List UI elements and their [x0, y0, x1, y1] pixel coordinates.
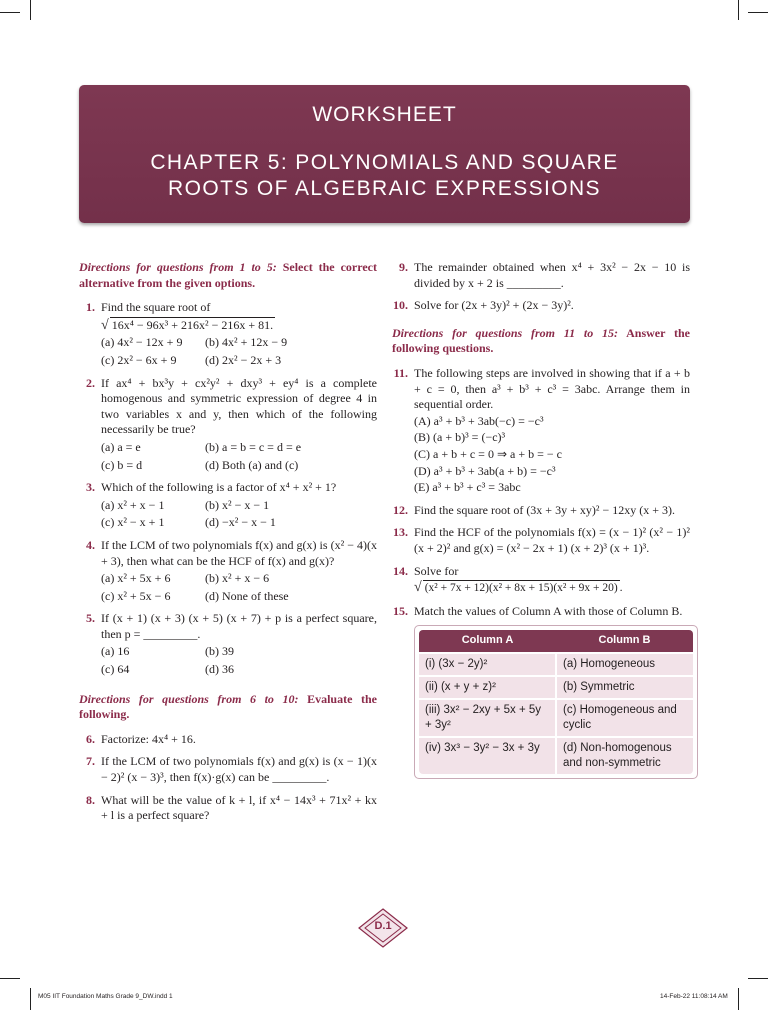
options: [101, 644, 377, 677]
question-3: [79, 480, 377, 531]
directions-label: Directions for questions from 6 to 10:: [79, 691, 299, 706]
question-text: The remainder obtained when x⁴ + 3x² − 2x − 10 is divided by x + 2 is _________.: [414, 260, 690, 290]
right-column: [392, 260, 690, 779]
option-d: (d) None of these: [205, 588, 289, 603]
question-text: If ax⁴ + bx³y + cx²y² + dxy³ + ey⁴ is a complete homogenous and symmetric expression of degree 4 in two variables x and y, then which of the following necessarily be true?: [101, 375, 377, 437]
crop-mark: [748, 12, 768, 13]
question-number: 8.: [86, 792, 95, 807]
directions-text: Evaluate the following.: [79, 691, 377, 722]
question-text: Find the square root of: [101, 300, 211, 315]
step-a: (A) a³ + b³ + 3ab(−c) = −c³: [414, 413, 544, 428]
footer-timestamp: 14-Feb-22 11:08:14 AM: [660, 993, 728, 1000]
directions-label: Directions for questions from 1 to 5:: [79, 260, 277, 274]
question-text: Which of the following is a factor of x⁴ + x² + 1?: [101, 480, 337, 495]
column-b-cell: (a) Homogeneous: [556, 653, 693, 676]
match-table: [419, 630, 693, 774]
options: [101, 498, 377, 531]
question-text: If (x + 1) (x + 3) (x + 5) (x + 7) + p is a perfect square, then p = _________.: [101, 611, 377, 641]
options: [101, 335, 377, 368]
left-column: [79, 260, 377, 831]
sqrt-symbol: √: [414, 580, 422, 596]
column-a-cell: (iv) 3x³ − 3y² − 3x + 3y: [419, 737, 556, 774]
directions-6-10: [79, 692, 377, 723]
question-number: 11.: [393, 365, 408, 380]
question-text: Match the values of Column A with those of Column B.: [414, 603, 683, 618]
crop-mark: [748, 978, 768, 979]
chapter-title-line2: ROOTS OF ALGEBRAIC EXPRESSIONS: [168, 177, 601, 200]
column-a-header: Column A: [419, 630, 556, 653]
option-a: (a) x² + x − 1: [101, 497, 165, 512]
match-table-frame: [414, 625, 698, 779]
question-text: Find the HCF of the polynomials f(x) = (x − 1)² (x² − 1)² (x + 2)² and g(x) = (x² − 2x + 1) (x + 2)³ (x + 1)³.: [414, 525, 690, 555]
table-row: [419, 699, 693, 737]
punctuation: .: [619, 580, 623, 595]
option-b: (b) 4x² + 12x − 9: [205, 335, 288, 350]
crop-mark: [738, 0, 739, 20]
column-a-cell: (ii) (x + y + z)²: [419, 676, 556, 699]
question-15: [392, 604, 690, 620]
option-c: (c) x² + 5x − 6: [101, 588, 171, 603]
crop-mark: [738, 988, 739, 1010]
radicand: (x² + 7x + 12)(x² + 8x + 15)(x² + 9x + 20): [423, 580, 620, 597]
directions-text: Select the correct alternative from the given options.: [79, 260, 378, 290]
question-4: [79, 538, 377, 604]
option-c: (c) b = d: [101, 457, 143, 472]
column-b-cell: (b) Symmetric: [556, 676, 693, 699]
question-number: 3.: [86, 480, 95, 495]
footer-file-info: M05 IIT Foundation Maths Grade 9_DW.indd 1: [38, 993, 173, 1000]
column-b-header: Column B: [556, 630, 693, 653]
crop-mark: [30, 988, 31, 1010]
table-header-row: [419, 630, 693, 653]
question-number: 1.: [86, 300, 95, 315]
question-number: 6.: [86, 731, 95, 746]
question-number: 13.: [393, 525, 408, 540]
option-a: (a) x² + 5x + 6: [101, 571, 171, 586]
column-b-cell: (d) Non-homogenous and non-symmetric: [556, 737, 693, 774]
question-text: What will be the value of k + l, if x⁴ − 14x³ + 71x² + kx + l is a perfect square?: [101, 792, 377, 823]
question-8: [79, 793, 377, 824]
question-14: [392, 564, 690, 597]
directions-11-15: [392, 326, 690, 357]
directions-label: Directions for questions from 11 to 15:: [392, 325, 618, 340]
column-a-cell: (iii) 3x² − 2xy + 5x + 5y + 3y²: [419, 699, 556, 737]
option-b: (b) a = b = c = d = e: [205, 439, 302, 454]
question-1: [79, 300, 377, 368]
step-d: (D) a³ + b³ + 3ab(a + b) = −c³: [414, 463, 556, 478]
crop-mark: [30, 0, 31, 20]
page-number-badge: [357, 907, 409, 949]
question-10: [392, 298, 690, 314]
option-a: (a) 4x² − 12x + 9: [101, 335, 183, 350]
question-number: 2.: [86, 375, 95, 390]
crop-mark: [0, 12, 20, 13]
question-5: [79, 611, 377, 677]
question-7: [79, 754, 377, 785]
column-a-cell: (i) (3x − 2y)²: [419, 653, 556, 676]
sqrt-symbol: √: [101, 317, 109, 333]
option-b: (b) x² − x − 1: [205, 497, 270, 512]
question-number: 7.: [86, 754, 95, 769]
option-a: (a) a = e: [101, 439, 141, 454]
question-11: [392, 366, 690, 496]
table-row: [419, 653, 693, 676]
option-c: (c) x² − x + 1: [101, 515, 165, 530]
question-9: [392, 260, 690, 291]
question-number: 4.: [86, 537, 95, 552]
question-text: Solve for: [414, 563, 459, 578]
question-number: 9.: [399, 260, 408, 274]
option-c: (c) 64: [101, 662, 130, 677]
directions-1-5: [79, 260, 377, 291]
question-number: 14.: [393, 563, 408, 578]
crop-mark: [0, 978, 20, 979]
radical-expression: [414, 580, 690, 597]
step-c: (C) a + b + c = 0 ⇒ a + b = − c: [414, 446, 562, 461]
question-6: [79, 732, 377, 748]
question-number: 15.: [393, 603, 408, 618]
page-number: D.1: [374, 920, 392, 932]
option-d: (d) Both (a) and (c): [205, 457, 299, 472]
question-2: [79, 376, 377, 474]
chapter-title-line1: CHAPTER 5: POLYNOMIALS AND SQUARE: [150, 151, 619, 174]
directions-text: Answer the following questions.: [392, 325, 690, 356]
options: [101, 571, 377, 604]
question-13: [392, 525, 690, 556]
chapter-title: [79, 150, 690, 202]
question-text: Factorize: 4x⁴ + 16.: [101, 731, 196, 746]
question-text: Solve for (2x + 3y)² + (2x − 3y)².: [414, 298, 574, 313]
table-row: [419, 676, 693, 699]
question-text: The following steps are involved in showing that if a + b + c = 0, then a³ + b³ + c³ = 3abc. Arrange them in sequential order.: [414, 365, 690, 412]
radical-expression: [101, 317, 377, 334]
radicand: 16x⁴ − 96x³ + 216x² − 216x + 81.: [111, 317, 274, 332]
worksheet-title: WORKSHEET: [312, 103, 457, 126]
option-d: (d) −x² − x − 1: [205, 515, 276, 530]
option-a: (a) 16: [101, 644, 130, 659]
option-b: (b) 39: [205, 644, 234, 659]
question-number: 12.: [393, 502, 408, 517]
question-text: Find the square root of (3x + 3y + xy)² − 12xy (x + 3).: [414, 502, 675, 517]
step-e: (E) a³ + b³ + c³ = 3abc: [414, 480, 521, 495]
question-12: [392, 503, 690, 519]
question-number: 5.: [86, 611, 95, 626]
option-c: (c) 2x² − 6x + 9: [101, 352, 177, 367]
column-b-cell: (c) Homogeneous and cyclic: [556, 699, 693, 737]
option-d: (d) 36: [205, 662, 234, 677]
question-number: 10.: [393, 298, 408, 313]
question-text: If the LCM of two polynomials f(x) and g(x) is (x − 1)(x − 2)² (x − 3)³, then f(x)·g(x) can be _________.: [101, 754, 377, 785]
option-d: (d) 2x² − 2x + 3: [205, 352, 282, 367]
options: [101, 440, 377, 473]
table-row: [419, 737, 693, 774]
option-b: (b) x² + x − 6: [205, 571, 270, 586]
question-text: If the LCM of two polynomials f(x) and g(x) is (x² − 4)(x + 3), then what can be the HCF of f(x) and g(x)?: [101, 537, 377, 568]
step-b: (B) (a + b)³ = (−c)³: [414, 430, 506, 445]
chapter-banner: [79, 85, 690, 223]
